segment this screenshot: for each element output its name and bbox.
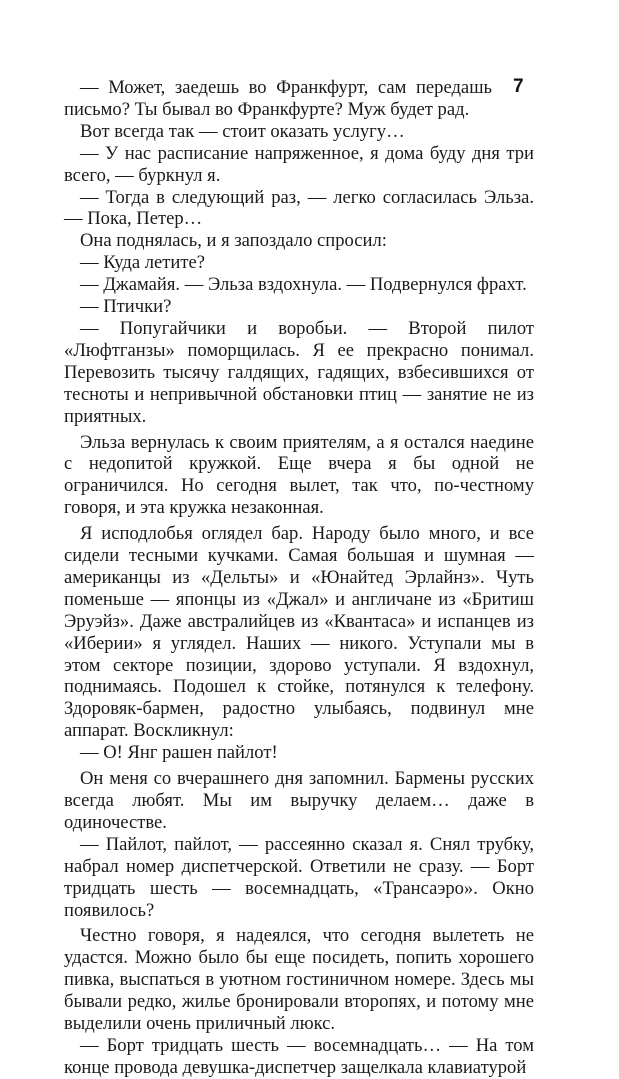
paragraph: Она поднялась, и я запоздало спросил: xyxy=(80,230,387,252)
paragraph: — Тогда в следующий раз, — легко согласилась Эльза. — Пока, Петер… xyxy=(64,186,534,230)
paragraph: — Борт тридцать шесть — восемнадцать… — На том конце провода девушка-диспетчер защелкала клавиатурой xyxy=(64,1034,534,1078)
paragraph: Я исподлобья оглядел бар. Народу было много, и все сидели тесными кучками. Самая большая и шумная — американцы из «Дельты» и «Юнайтед Эрлайнз». Чуть поменьше — японцы из «Джал» и англичане из «Бритиш Эруэйз». Даже австралийцев из «Квантаса» и испанцев из «Иберии» я углядел. Наших — никого. Уступали мы в этом секторе позиции, здорово уступали. Я вздохнул, поднимаясь. Подошел к стойке, потянулся к телефону. Здоровяк-бармен, радостно улыбаясь, подвинул мне аппарат. Воскликнул: xyxy=(64,523,534,742)
paragraph: — Попугайчики и воробьи. — Второй пилот «Люфтганзы» поморщилась. Я ее прекрасно понимал. Перевозить тысячу галдящих, гадящих, взбесившихся от тесноты и непривычной обстановки птиц — занятие не из приятных. xyxy=(64,317,534,427)
paragraph: — Может, заедешь во Франкфурт, сам передашь письмо? Ты бывал во Франкфурте? Муж будет рад. xyxy=(64,77,492,120)
paragraph: Честно говоря, я надеялся, что сегодня вылететь не удастся. Можно было бы еще посидеть, попить хорошего пивка, выспаться в уютном гостиничном номере. Здесь мы бывали редко, жилье бронировали второпях, и потому мне выделили очень приличный люкс. xyxy=(64,925,534,1035)
paragraph: — Куда летите? xyxy=(80,252,205,274)
paragraph: — У нас расписание напряженное, я дома буду дня три всего, — буркнул я. xyxy=(64,142,534,186)
paragraph: — О! Янг рашен пайлот! xyxy=(80,742,278,764)
paragraph: — Пайлот, пайлот, — рассеянно сказал я. Снял трубку, набрал номер диспетчерской. Ответили не сразу. — Борт тридцать шесть — восемнадцать, «Трансаэро». Окно появилось? xyxy=(64,833,534,921)
paragraph: Он меня со вчерашнего дня запомнил. Бармены русских всегда любят. Мы им выручку делаем… даже в одиночестве. xyxy=(64,768,534,833)
paragraph: Вот всегда так — стоит оказать услугу… xyxy=(80,120,405,142)
paragraph: Эльза вернулась к своим приятелям, а я остался наедине с недопитой кружкой. Еще вчера я бы одной не ограничился. Но сегодня вылет, так что, по-честному говоря, и эта кружка незаконная. xyxy=(64,431,534,519)
paragraph: — Джамайя. — Эльза вздохнула. — Подвернулся фрахт. xyxy=(80,274,527,296)
page-number: 7 xyxy=(513,76,524,97)
body-text xyxy=(64,77,534,1079)
paragraph: — Птички? xyxy=(80,296,172,318)
